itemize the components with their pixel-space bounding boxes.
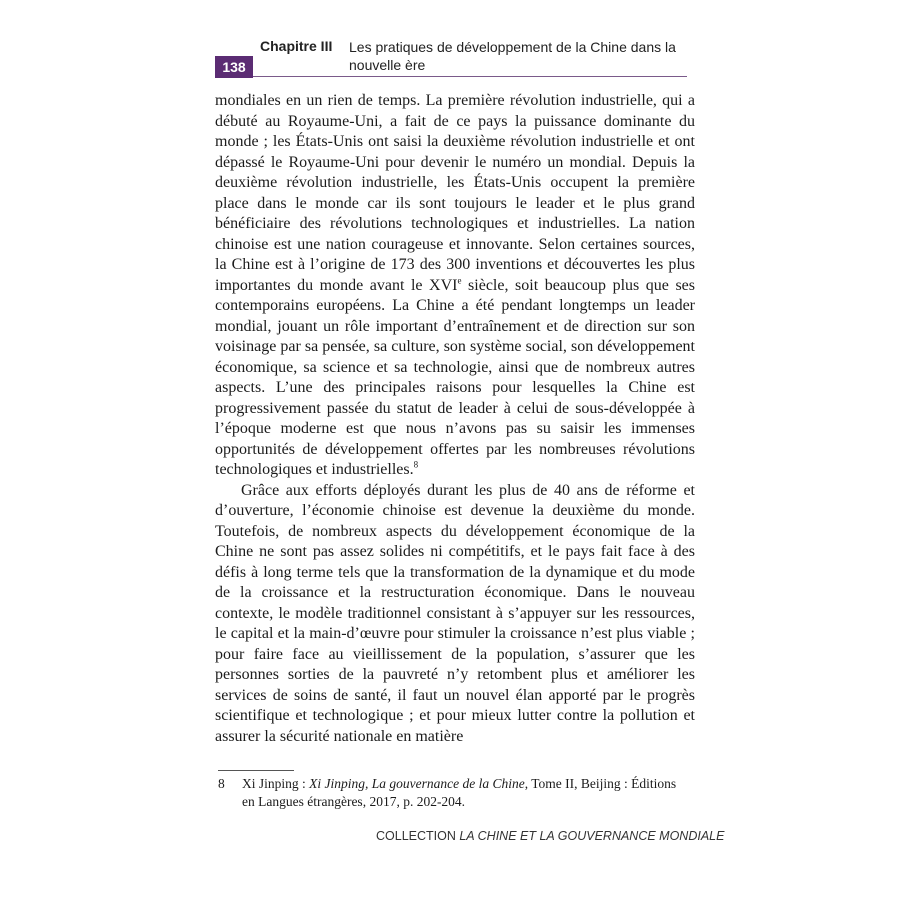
collection-prefix: COLLECTION bbox=[376, 829, 460, 843]
paragraph-2: Grâce aux efforts déployés durant les plus de 40 ans de réforme et d’ouverture, l’économie chinoise est devenue la deuxième du monde. Toutefois, de nombreux aspects du développement économique de la Chine ne sont pas assez solides ni compétitifs, et le pays fait face à des défis à long terme tels que la transformation de la dynamique et du mode de la croissance et la restructuration économique. Dans le nouveau contexte, le modèle traditionnel consistant à s’appuyer sur les ressources, le capital et la main-d’œuvre pour stimuler la croissance n’est plus viable ; pour faire face au vieillissement de la population, s’assurer que les personnes sorties de la pauvreté n’y retombent plus et améliorer les services de soins de santé, il faut un nouvel élan apporté par le progrès scientifique et technologique ; et pour mieux lutter contre la pollution et assurer la sécurité nationale en matière bbox=[215, 481, 695, 745]
footnote-book-title: Xi Jinping, La gouvernance de la Chine bbox=[309, 776, 525, 791]
footnote-reference: 8 bbox=[413, 459, 419, 470]
collection-name: LA CHINE ET LA GOUVERNANCE MONDIALE bbox=[459, 829, 725, 843]
paragraph-1-text-a: mondiales en un rien de temps. La première révolution industrielle, qui a débuté au Royaume-Uni, a fait de ce pays la puissance dominante du monde ; les États-Unis ont saisi la deuxième révolution industrielle et ont dépassé le Royaume-Uni pour devenir le numéro un mondial. Depuis la deuxième révolution industrielle, les États-Unis occupent la première place dans le monde car ils sont toujours le leader et le plus grand bénéficiaire des révolutions technologiques et industrielles. La nation chinoise est une nation courageuse et innovante. Selon certaines sources, la Chine est à l’origine de 173 des 300 inventions et découvertes les plus importantes du monde avant le XVI bbox=[215, 92, 695, 294]
paragraph-1-text-b: siècle, soit beaucoup plus que ses contemporains européens. La Chine a été pendant longtemps un leader mondial, jouant un rôle important d’entraînement et de direction sur son voisinage par sa pensée, sa culture, son système social, son développement économique, sa science et sa technologie, ainsi que de nombreux autres aspects. L’une des principales raisons pour lesquelles la Chine est progressivement passée du statut de leader à celui de sous-développée à l’époque moderne est que nous n’avons pas su saisir les immenses opportunités de développement offertes par les nombreuses révolutions technologiques et industrielles. bbox=[215, 276, 696, 478]
chapter-label: Chapitre III bbox=[260, 38, 333, 54]
century-superscript: e bbox=[457, 275, 462, 286]
collection-footer bbox=[376, 829, 724, 843]
footnote-number: 8 bbox=[218, 776, 225, 791]
header-rule bbox=[253, 76, 687, 77]
footnote-details: , Tome II, Beijing : Éditions bbox=[524, 776, 677, 791]
footnote-line-1 bbox=[218, 775, 695, 793]
footnote bbox=[218, 775, 695, 810]
footnote-author: Xi Jinping : bbox=[242, 776, 310, 791]
chapter-title: Les pratiques de développement de la Chine dans la nouvelle ère bbox=[349, 39, 676, 73]
footnote-rule bbox=[218, 770, 294, 771]
body-text bbox=[215, 91, 695, 747]
paragraph-1 bbox=[215, 91, 695, 481]
footnote-line-2: en Langues étrangères, 2017, p. 202-204. bbox=[242, 793, 466, 809]
page-number: 138 bbox=[215, 56, 253, 78]
